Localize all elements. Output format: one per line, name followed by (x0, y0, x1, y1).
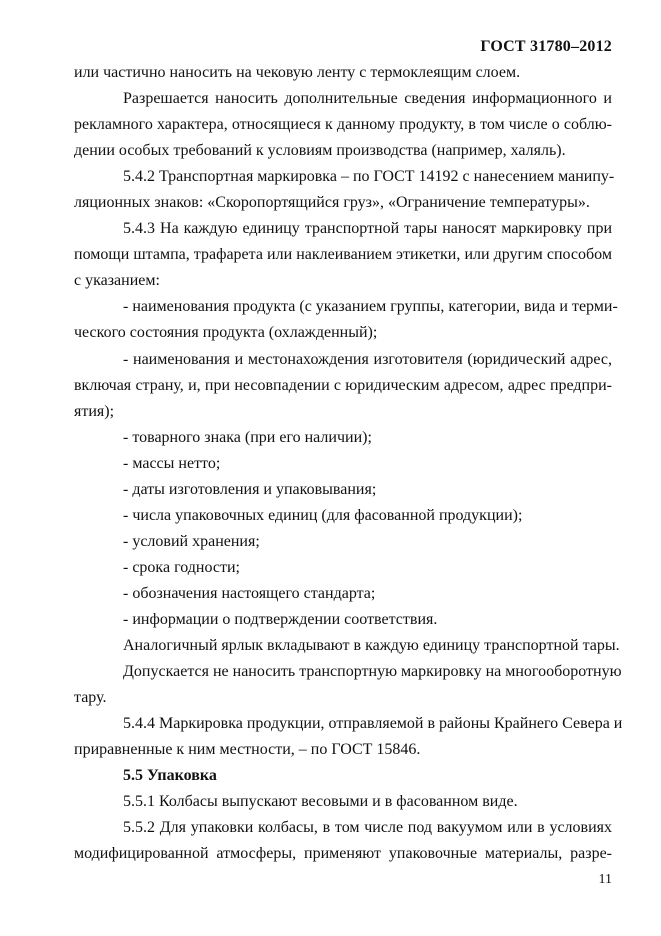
list-item: - условий хранения; (123, 532, 260, 550)
body-line: ляционных знаков: «Скоропортящийся груз», «Ограничение температуры». (74, 194, 590, 212)
list-item: - информации о подтверждении соответствия. (123, 610, 438, 628)
body-line: тару. (74, 689, 107, 707)
list-item: - наименования и местонахождения изготовителя (юридический адрес, (123, 350, 612, 368)
list-item: - массы нетто; (123, 454, 221, 472)
list-item: - даты изготовления и упаковывания; (123, 480, 377, 498)
body-line: приравненные к ним местности, – по ГОСТ 15846. (74, 741, 421, 759)
list-item: - товарного знака (при его наличии); (123, 428, 372, 446)
body-line: 5.5.2 Для упаковки колбасы, в том числе под вакуумом или в условиях (123, 819, 612, 837)
document-body (74, 60, 623, 867)
body-line: Разрешается наносить дополнительные сведения информационного и (123, 90, 612, 108)
body-line: включая страну, и, при несовпадении с юридическим адресом, адрес предпри- (74, 376, 612, 394)
body-line: Аналогичный ярлык вкладывают в каждую единицу транспортной тары. (123, 637, 620, 655)
body-line: ятия); (74, 402, 115, 420)
list-item: - наименования продукта (с указанием группы, категории, вида и терми- (123, 298, 618, 316)
body-line: с указанием: (74, 272, 160, 290)
body-line: 5.4.4 Маркировка продукции, отправляемой в районы Крайнего Севера и (123, 715, 623, 733)
section-heading: 5.5 Упаковка (123, 767, 217, 785)
page-number: 11 (598, 872, 612, 887)
body-line: ческого состояния продукта (охлажденный); (74, 324, 378, 342)
body-line: дении особых требований к условиям производства (например, халяль). (74, 142, 566, 160)
body-line: или частично наносить на чековую ленту с термоклеящим слоем. (74, 64, 521, 81)
list-item: - обозначения настоящего стандарта; (123, 584, 376, 602)
body-line: модифицированной атмосферы, применяют упаковочные материалы, разре- (74, 845, 612, 863)
document-header: ГОСТ 31780–2012 (480, 38, 612, 55)
body-line: 5.4.2 Транспортная маркировка – по ГОСТ 14192 с нанесением манипу- (123, 168, 615, 186)
list-item: - числа упаковочных единиц (для фасованной продукции); (123, 506, 523, 524)
body-line: рекламного характера, относящиеся к данному продукту, в том числе о соблю- (74, 116, 612, 134)
body-line: 5.4.3 На каждую единицу транспортной тары наносят маркировку при (123, 220, 612, 238)
list-item: - срока годности; (123, 558, 240, 576)
body-line: помощи штампа, трафарета или наклеиванием этикетки, или другим способом (74, 246, 612, 264)
body-line: 5.5.1 Колбасы выпускают весовыми и в фасованном виде. (123, 793, 518, 811)
body-line: Допускается не наносить транспортную маркировку на многооборотную (123, 663, 622, 681)
